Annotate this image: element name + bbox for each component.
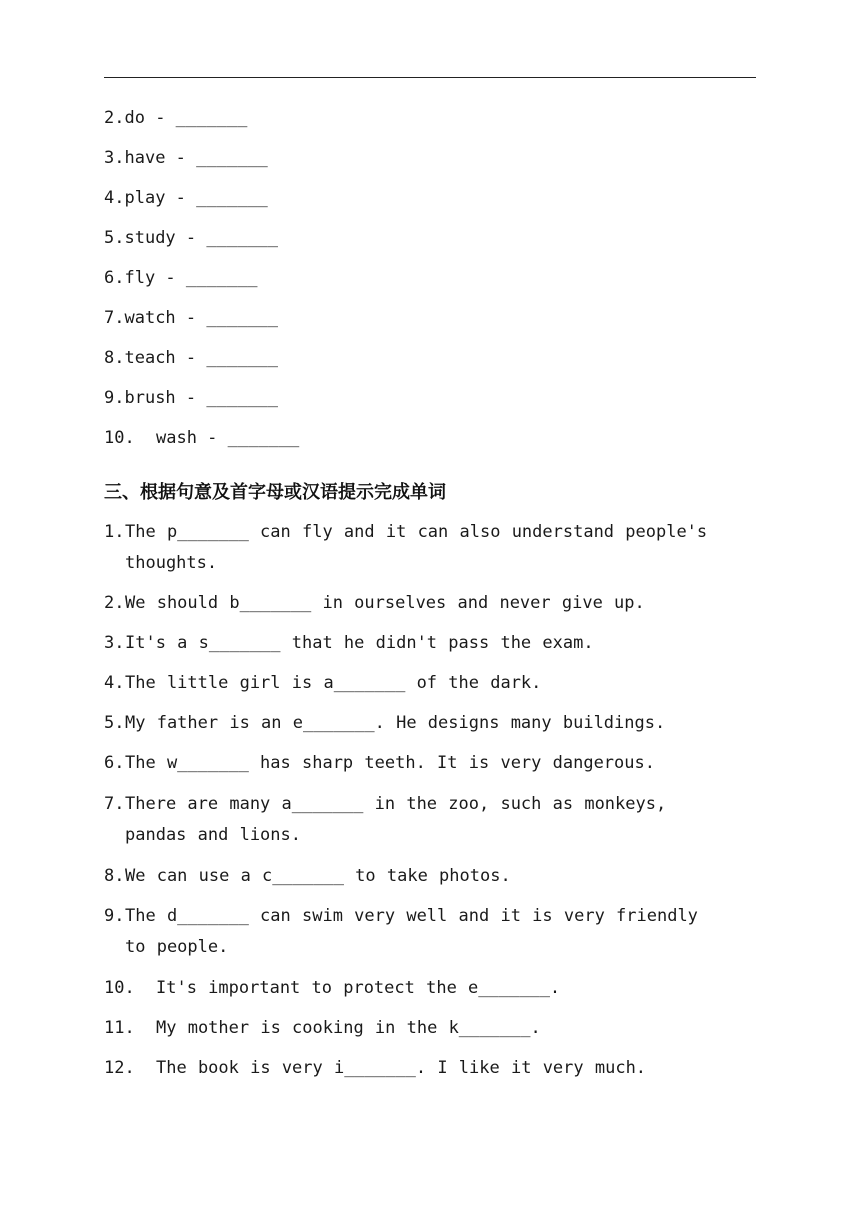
header-rule	[104, 77, 756, 78]
question-item: 7.There are many a_______ in the zoo, such as monkeys, pandas and lions.	[104, 794, 667, 845]
question-item: 9.The d_______ can swim very well and it is very friendly to people.	[104, 906, 698, 957]
question-item: 1.The p_______ can fly and it can also understand people's thoughts.	[104, 522, 708, 573]
list-item: 7.watch - _______	[104, 308, 279, 328]
question-item: 5.My father is an e_______. He designs many buildings.	[104, 713, 666, 733]
list-item: 8.teach - _______	[104, 348, 279, 368]
list-item: 2.do - _______	[104, 108, 248, 128]
question-item: 11. My mother is cooking in the k_______.	[104, 1018, 541, 1038]
question-item: 3.It's a s_______ that he didn't pass the exam.	[104, 633, 594, 653]
question-item: 10. It's important to protect the e_______.	[104, 978, 561, 998]
list-item: 5.study - _______	[104, 228, 279, 248]
list-item: 4.play - _______	[104, 188, 268, 208]
section-heading: 三、根据句意及首字母或汉语提示完成单词	[104, 482, 446, 503]
list-item: 6.fly - _______	[104, 268, 258, 288]
list-item: 9.brush - _______	[104, 388, 279, 408]
question-item: 6.The w_______ has sharp teeth. It is very dangerous.	[104, 753, 655, 773]
question-item: 8.We can use a c_______ to take photos.	[104, 866, 511, 886]
list-item: 10. wash - _______	[104, 428, 300, 448]
question-item: 12. The book is very i_______. I like it very much.	[104, 1058, 647, 1078]
question-item: 4.The little girl is a_______ of the dark.	[104, 673, 542, 693]
list-item: 3.have - _______	[104, 148, 268, 168]
question-item: 2.We should b_______ in ourselves and never give up.	[104, 593, 645, 613]
